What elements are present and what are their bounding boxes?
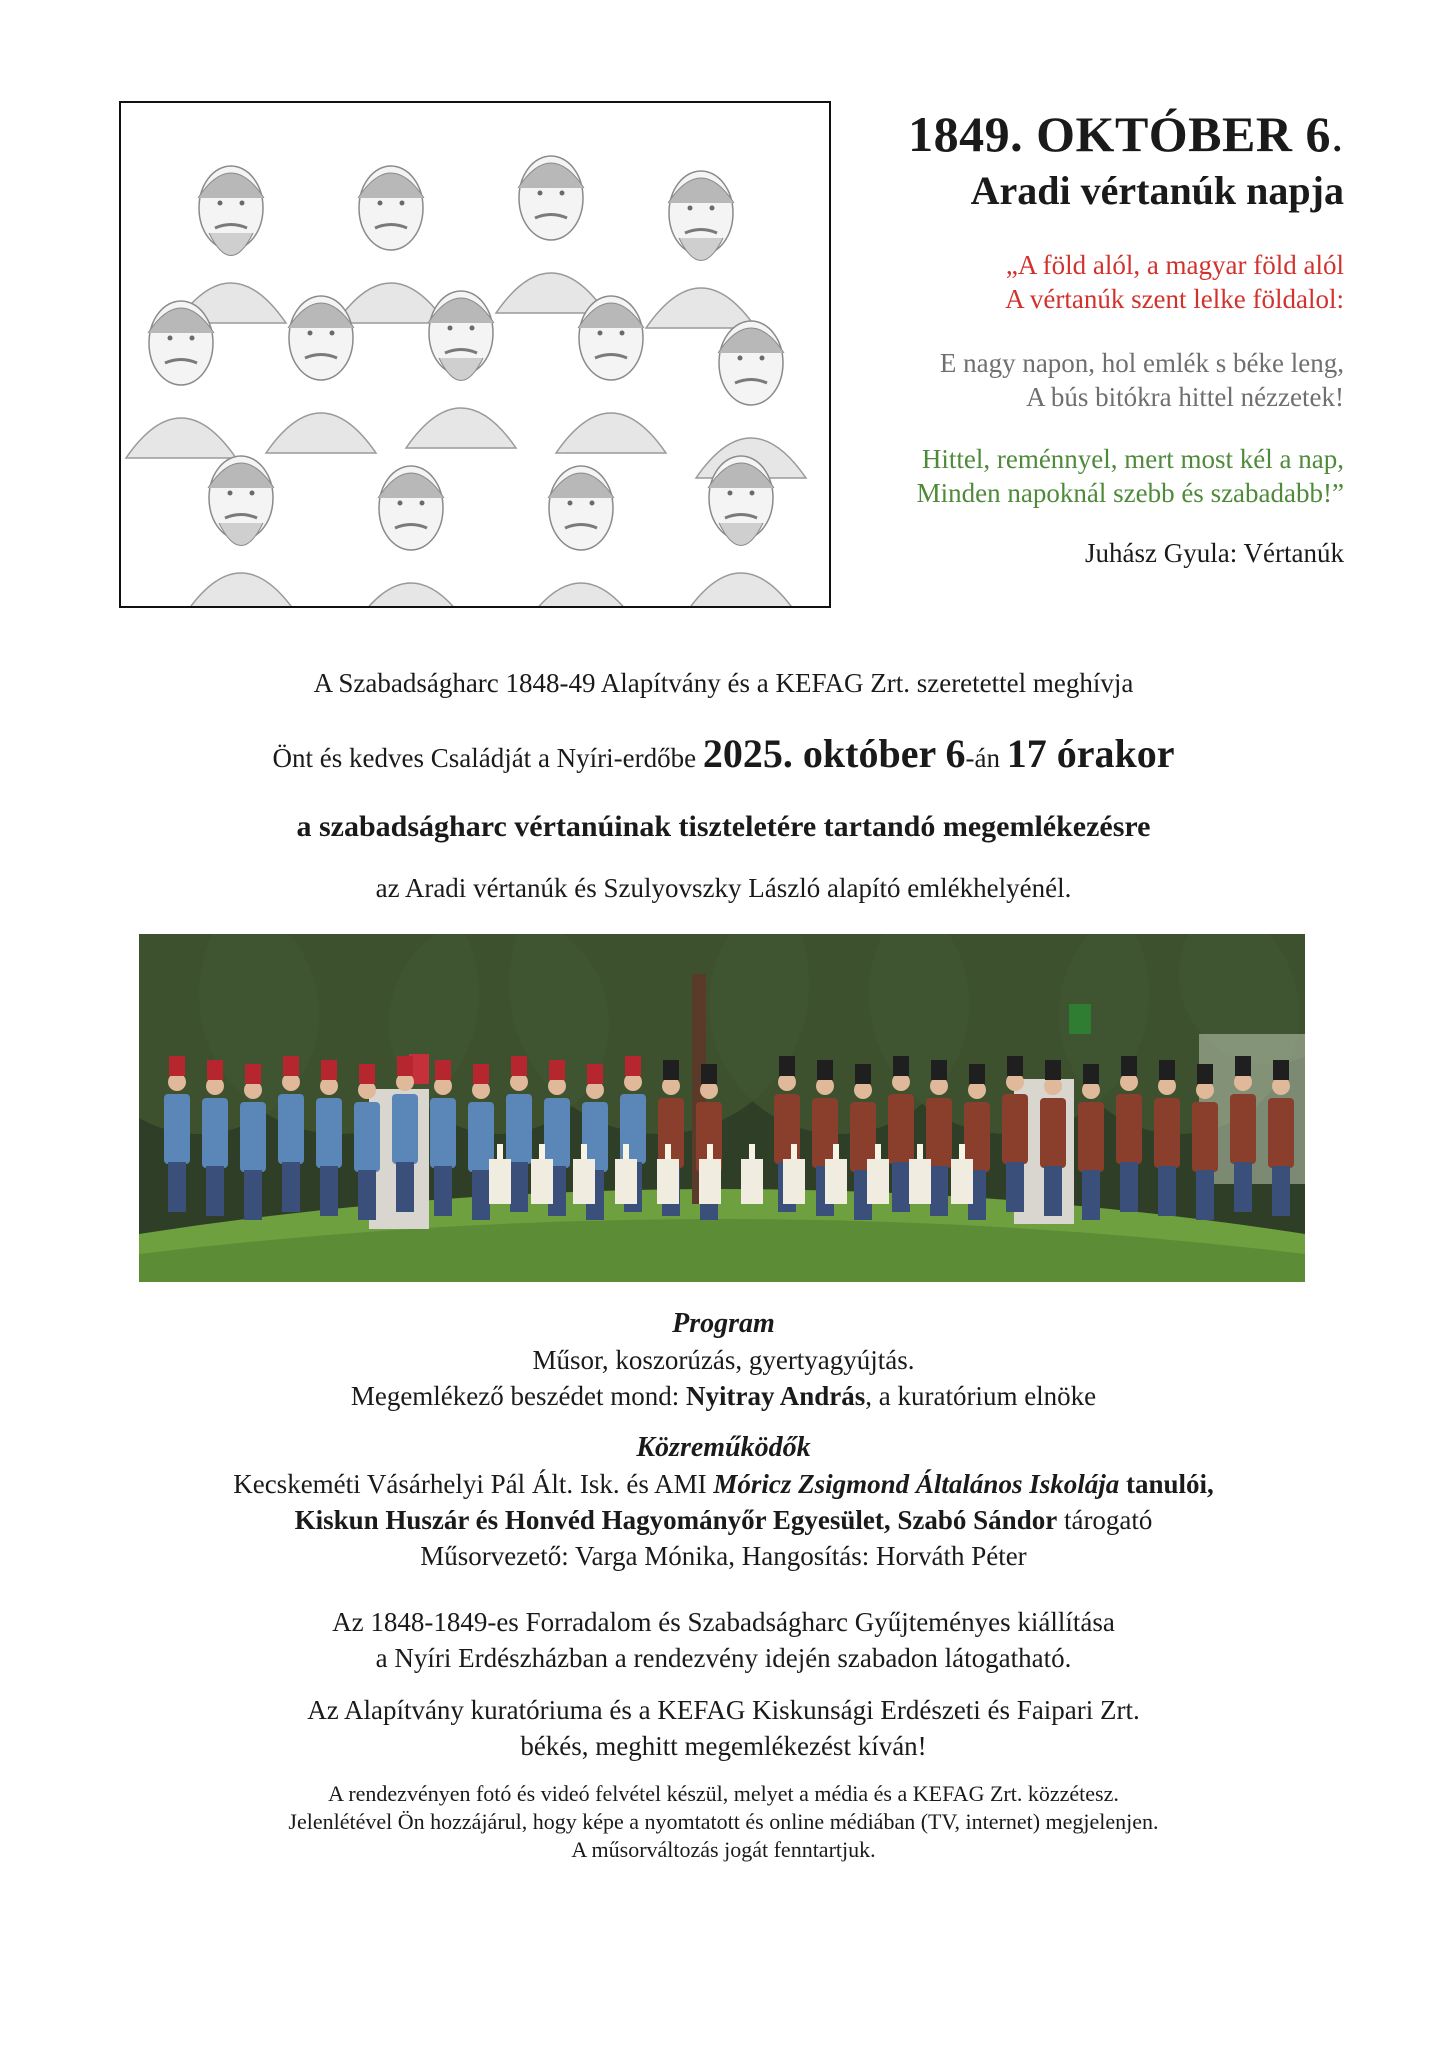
- candle: [581, 1144, 587, 1159]
- soldier-uniform: [202, 1098, 228, 1168]
- memorial-plaque: [615, 1159, 637, 1204]
- memorial-plaque: [951, 1159, 973, 1204]
- contributors-line-1: [0, 1466, 1447, 1502]
- soldier-trousers: [930, 1166, 948, 1216]
- portrait-hair: [428, 298, 494, 323]
- portrait-beard: [719, 523, 763, 546]
- poem-author: Juhász Gyula: Vértanúk: [1085, 538, 1344, 568]
- memorial-plaque: [489, 1159, 511, 1204]
- candle: [665, 1144, 671, 1159]
- soldier-trousers: [1234, 1162, 1252, 1212]
- soldier-uniform: [506, 1094, 532, 1164]
- notice-line-2: Jelenlétével Ön hozzájárul, hogy képe a nyomtatott és online médiában (TV, internet) megjelenjen.: [288, 1809, 1159, 1834]
- soldier-shako: [283, 1056, 299, 1076]
- notice-line-1: A rendezvényen fotó és videó felvétel készül, melyet a média és a KEFAG Zrt. közzétesz.: [328, 1781, 1119, 1806]
- poem-stanza-red: [784, 248, 1344, 316]
- soldier-uniform: [1040, 1098, 1066, 1168]
- event-time: 17 órakor: [1006, 731, 1175, 776]
- soldier-uniform: [316, 1098, 342, 1168]
- soldier-trousers: [1158, 1166, 1176, 1216]
- portrait-shoulders: [686, 573, 796, 606]
- memorial-photo: [139, 934, 1305, 1282]
- portrait-hair: [288, 303, 354, 328]
- program-line-2: [0, 1378, 1447, 1414]
- martyrs-portraits-svg: [121, 103, 829, 606]
- wishes-line-2: békés, meghitt megemlékezést kíván!: [520, 1731, 927, 1761]
- soldier-shako: [1159, 1060, 1175, 1080]
- spacer: [0, 1574, 1447, 1604]
- soldier-trousers: [168, 1162, 186, 1212]
- invitation-line-3: a szabadságharc vértanúinak tiszteletére tartandó megemlékezésre: [296, 810, 1151, 843]
- portrait-shoulders: [406, 408, 516, 448]
- soldier-shako: [1273, 1060, 1289, 1080]
- portrait-eye: [308, 331, 313, 336]
- school-prefix: Kecskeméti Vásárhelyi Pál Ált. Isk. és AMI: [233, 1469, 714, 1499]
- portrait-eye: [240, 201, 245, 206]
- contributors-line-3: Műsorvezető: Varga Mónika, Hangosítás: Horváth Péter: [420, 1541, 1027, 1571]
- portrait-eye: [420, 501, 425, 506]
- invitation-prefix: Önt és kedves Családját a Nyíri-erdőbe: [272, 743, 703, 773]
- flag-right: [1069, 1004, 1091, 1034]
- portrait-eye: [710, 206, 715, 211]
- title-date-dot: .: [1331, 106, 1344, 162]
- soldier-shako: [435, 1060, 451, 1080]
- portrait-hair: [548, 473, 614, 498]
- candle: [917, 1144, 923, 1159]
- portrait-eye: [750, 491, 755, 496]
- soldier-trousers: [320, 1166, 338, 1216]
- soldier-shako: [397, 1056, 413, 1076]
- speaker-name: Nyitray András: [685, 1381, 866, 1411]
- soldier-uniform: [1154, 1098, 1180, 1168]
- header: [784, 104, 1344, 570]
- soldier-shako: [701, 1064, 717, 1084]
- soldier-shako: [473, 1064, 489, 1084]
- soldier-shako: [1235, 1056, 1251, 1076]
- soldier-trousers: [1006, 1162, 1024, 1212]
- portrait-eye: [620, 331, 625, 336]
- soldier-trousers: [282, 1162, 300, 1212]
- spacer: [0, 1414, 1447, 1430]
- title-date-text: 1849. OKTÓBER 6: [908, 106, 1331, 162]
- soldier-trousers: [1120, 1162, 1138, 1212]
- portrait-hair: [718, 328, 784, 353]
- portrait-eye: [738, 356, 743, 361]
- portrait-beard: [219, 523, 263, 546]
- poem-line: A bús bitókra hittel nézzetek!: [1026, 382, 1344, 412]
- candle: [539, 1144, 545, 1159]
- soldier-uniform: [1002, 1094, 1028, 1164]
- invitation-line-2: [0, 730, 1447, 777]
- school-name: Móricz Zsigmond Általános Iskolája: [713, 1469, 1120, 1499]
- candle: [791, 1144, 797, 1159]
- poem-line: E nagy napon, hol emlék s béke leng,: [939, 348, 1344, 378]
- poem-line: Minden napoknál szebb és szabadabb!”: [916, 478, 1344, 508]
- portrait-eye: [250, 491, 255, 496]
- soldier-trousers: [434, 1166, 452, 1216]
- portrait-eye: [688, 206, 693, 211]
- hussar-group: Kiskun Huszár és Honvéd Hagyományőr Egyesület, Szabó Sándor: [294, 1505, 1058, 1535]
- soldier-trousers: [1082, 1170, 1100, 1220]
- soldier-trousers: [396, 1162, 414, 1212]
- soldier-shako: [511, 1056, 527, 1076]
- soldier-trousers: [1044, 1166, 1062, 1216]
- wishes-line-1: Az Alapítvány kuratóriuma és a KEFAG Kiskunsági Erdészeti és Faipari Zrt.: [307, 1695, 1140, 1725]
- portrait-eye: [190, 336, 195, 341]
- soldier-shako: [1197, 1064, 1213, 1084]
- exhibition-line-2: a Nyíri Erdészházban a rendezvény idején szabadon látogatható.: [375, 1643, 1072, 1673]
- memorial-scene-svg: [139, 934, 1305, 1282]
- portrait-eye: [218, 201, 223, 206]
- poem-line: „A föld alól, a magyar föld alól: [1005, 250, 1344, 280]
- portrait-hair: [358, 173, 424, 198]
- soldier-shako: [359, 1064, 375, 1084]
- candle: [833, 1144, 839, 1159]
- soldier-uniform: [1078, 1102, 1104, 1172]
- candle: [749, 1144, 755, 1159]
- soldier-shako: [893, 1056, 909, 1076]
- soldier-shako: [855, 1064, 871, 1084]
- soldier-shako: [931, 1060, 947, 1080]
- candle: [875, 1144, 881, 1159]
- portrait-shoulders: [266, 413, 376, 453]
- soldier-uniform: [888, 1094, 914, 1164]
- event-date: 2025. október 6: [702, 731, 966, 776]
- soldier-uniform: [354, 1102, 380, 1172]
- martyrs-portrait-illustration: [119, 101, 831, 608]
- soldier-trousers: [510, 1162, 528, 1212]
- portrait-beard: [209, 233, 253, 256]
- soldier-shako: [549, 1060, 565, 1080]
- soldier-shako: [969, 1064, 985, 1084]
- program-line-1: Műsor, koszorúzás, gyertyagyújtás.: [532, 1345, 915, 1375]
- soldier-shako: [207, 1060, 223, 1080]
- portrait-shoulders: [186, 573, 296, 606]
- soldier-shako: [663, 1060, 679, 1080]
- portrait-hair: [198, 173, 264, 198]
- soldier-shako: [245, 1064, 261, 1084]
- soldier-trousers: [206, 1166, 224, 1216]
- soldier-shako: [321, 1060, 337, 1080]
- memorial-plaque: [909, 1159, 931, 1204]
- spacer: [0, 1676, 1447, 1692]
- candle: [959, 1144, 965, 1159]
- portrait-eye: [168, 336, 173, 341]
- invitation-line-4: az Aradi vértanúk és Szulyovszky László alapító emlékhelyénél.: [375, 873, 1072, 903]
- program-title: Program: [672, 1308, 775, 1339]
- portrait-eye: [560, 191, 565, 196]
- memorial-plaque: [825, 1159, 847, 1204]
- exhibition-line-1: Az 1848-1849-es Forradalom és Szabadságharc Gyűjteményes kiállítása: [332, 1607, 1115, 1637]
- contributors-title: Közreműködők: [636, 1432, 811, 1463]
- portrait-hair: [668, 178, 734, 203]
- soldier-uniform: [1230, 1094, 1256, 1164]
- soldier-shako: [169, 1056, 185, 1076]
- contributors-line-2: [0, 1502, 1447, 1538]
- soldier-uniform: [1116, 1094, 1142, 1164]
- poem-line: Hittel, reménnyel, mert most kél a nap,: [921, 444, 1344, 474]
- portrait-eye: [470, 326, 475, 331]
- portrait-hair: [378, 473, 444, 498]
- memorial-plaque: [657, 1159, 679, 1204]
- memorial-plaque: [783, 1159, 805, 1204]
- portrait-eye: [538, 191, 543, 196]
- portrait-eye: [330, 331, 335, 336]
- portrait-shoulders: [356, 583, 466, 606]
- memorial-plaque: [867, 1159, 889, 1204]
- instrument: tárogató: [1057, 1505, 1153, 1535]
- soldier-uniform: [430, 1098, 456, 1168]
- spacer: [0, 1764, 1447, 1780]
- program-section: [0, 1306, 1447, 1864]
- soldier-trousers: [892, 1162, 910, 1212]
- soldier-trousers: [1196, 1170, 1214, 1220]
- notice-line-3: A műsorváltozás jogát fenntartjuk.: [571, 1837, 876, 1862]
- candle: [707, 1144, 713, 1159]
- poem-stanza-grey: [784, 346, 1344, 414]
- portrait-shoulders: [526, 583, 636, 606]
- soldier-shako: [1083, 1064, 1099, 1084]
- portrait-shoulders: [646, 288, 756, 328]
- soldier-shako: [1121, 1056, 1137, 1076]
- memorial-plaque: [531, 1159, 553, 1204]
- soldier-shako: [1007, 1056, 1023, 1076]
- portrait-hair: [208, 463, 274, 488]
- soldier-trousers: [244, 1170, 262, 1220]
- poem-stanza-green: [784, 442, 1344, 510]
- soldier-uniform: [240, 1102, 266, 1172]
- memorial-plaque: [741, 1159, 763, 1204]
- portrait-shoulders: [556, 413, 666, 453]
- soldier-uniform: [544, 1098, 570, 1168]
- soldier-uniform: [392, 1094, 418, 1164]
- soldier-uniform: [278, 1094, 304, 1164]
- poem-line: A vértanúk szent lelke földalol:: [1005, 284, 1344, 314]
- portrait-eye: [568, 501, 573, 506]
- speaker-role: , a kuratórium elnöke: [865, 1381, 1097, 1411]
- school-suffix: tanulói,: [1119, 1469, 1214, 1499]
- soldier-shako: [625, 1056, 641, 1076]
- soldier-shako: [1045, 1060, 1061, 1080]
- portrait-eye: [598, 331, 603, 336]
- event-date-suffix: -án: [965, 743, 1007, 773]
- portrait-eye: [590, 501, 595, 506]
- candle: [497, 1144, 503, 1159]
- portrait-eye: [378, 201, 383, 206]
- portrait-hair: [518, 163, 584, 188]
- portrait-beard: [439, 358, 483, 381]
- title-subtitle: Aradi vértanúk napja: [970, 168, 1344, 213]
- soldier-shako: [587, 1064, 603, 1084]
- title-date: [784, 104, 1344, 164]
- speech-prefix: Megemlékező beszédet mond:: [350, 1381, 686, 1411]
- portrait-beard: [679, 238, 723, 261]
- portrait-eye: [398, 501, 403, 506]
- candle: [623, 1144, 629, 1159]
- portrait-eye: [228, 491, 233, 496]
- portrait-eye: [448, 326, 453, 331]
- memorial-plaque: [699, 1159, 721, 1204]
- memorial-plaque: [573, 1159, 595, 1204]
- portrait-shoulders: [126, 418, 236, 458]
- invitation-line-1: A Szabadságharc 1848-49 Alapítvány és a KEFAG Zrt. szeretettel meghívja: [313, 668, 1134, 698]
- soldier-uniform: [164, 1094, 190, 1164]
- soldier-shako: [817, 1060, 833, 1080]
- soldier-shako: [779, 1056, 795, 1076]
- portrait-eye: [400, 201, 405, 206]
- portrait-eye: [760, 356, 765, 361]
- soldier-trousers: [358, 1170, 376, 1220]
- soldier-uniform: [1268, 1098, 1294, 1168]
- portrait-shoulders: [336, 283, 446, 323]
- soldier-trousers: [472, 1170, 490, 1220]
- poem: [784, 248, 1344, 570]
- soldier-trousers: [1272, 1166, 1290, 1216]
- portrait-eye: [728, 491, 733, 496]
- soldier-uniform: [926, 1098, 952, 1168]
- soldier-uniform: [1192, 1102, 1218, 1172]
